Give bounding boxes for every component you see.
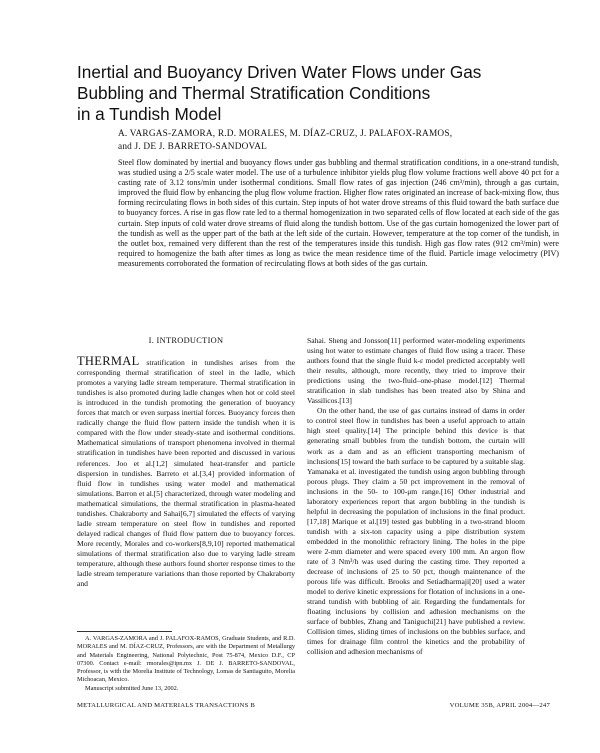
author-line: A. VARGAS-ZAMORA, R.D. MORALES, M. DÍAZ-CRUZ, J. PALAFOX-RAMOS, — [118, 129, 453, 139]
right-column — [307, 336, 525, 658]
title-line: Inertial and Buoyancy Driven Water Flows under Gas — [77, 62, 482, 82]
body-paragraph: Sahai. Sheng and Jonsson[11] performed water-modeling experiments using hot water to estimate changes of fluid flow using a tracer. These authors found that the single fluid k-ε model predicted acceptably well their results, although, more recently, they tried to improve their predictions using the two-fluid–one-phase model.[12] Thermal stratification in slab tundishes has been treated also by Shina and Vassilicos.[13] — [307, 336, 525, 406]
footnote-rule — [77, 631, 172, 632]
footnote-affiliations: A. VARGAS-ZAMORA and J. PALAFOX-RAMOS, Graduate Students, and R.D. MORALES and M. DÍAZ-CRUZ, Professors, are with the Department of Metallurgy and Materials Engineering, National Polytechnic, Post 75-874, Mexico D.F., CP 07300. Contact e-mail: rmorales@ipn.mx J. DE J. BARRETO-SANDOVAL, Professor, is with the Morelia Institute of Technology, Lomas de Santiaguito, Morelia Michoacan, Mexico. — [77, 635, 295, 684]
section-heading: I. INTRODUCTION — [148, 336, 224, 345]
intro-paragraph-text: stratification in tundishes arises from the corresponding thermal stratification of steel in the ladle, which promotes a varying ladle stream temperature. Thermal stratification in tundishes is also promoted during ladle changes when hot or cold steel is introduced in the tundish promoting the generation of buoyancy forces that match or even surpass inertial forces. Buoyancy forces then radically change the fluid flow pattern inside the tundish when it is compared with the flow under steady-state and isothermal conditions. Mathematical simulations of transport phenomena involved in thermal stratification in tundishes have been reported and discussed in various references. Joo et al.[1,2] simulated heat-transfer and particle dispersion in tundishes. Barreto et al.[3,4] provided information of fluid flow in tundishes using water model and mathematical simulations. Barron et al.[5] characterized, through water modeling and mathematical simulations, the thermal stratification in plasma-heated tundishes. Chakraborty and Sahai[6,7] simulated the effects of varying ladle stream temperature on steel flow in tundishes and reported delayed radical changes of fluid flow pattern due to buoyancy forces. More recently, Morales and co-workers[8,9,10] reported mathematical simulations of thermal stratification also due to varying ladle stream temperature, although these authors found shorter response times to the ladle stream temperature variations than those reported by Chakraborty and — [77, 358, 295, 589]
intro-paragraph — [77, 356, 295, 589]
author-line: and J. DE J. BARRETO-SANDOVAL — [118, 141, 268, 152]
footnote — [77, 635, 295, 693]
author-list — [118, 128, 558, 153]
footnote-submitted: Manuscript submitted June 13, 2002. — [85, 684, 179, 692]
drop-cap-word: THERMAL — [77, 354, 140, 369]
abstract: Steel flow dominated by inertial and buoyancy flows under gas bubbling and thermal stratification conditions, in a one-strand tundish, was studied using a 2/5 scale water model. The use of a turbulence inhibitor yields plug flow volume fractions well above 40 pct for a casting rate of 3.12 tons/min under isothermal conditions. Small flow rates of gas injection (246 cm³/min), through a gas curtain, improved the fluid flow by enhancing the plug flow volume fraction. Higher flow rates originated an increase of back-mixing flow, thus forming recirculating flows in both sides of this curtain. Step inputs of hot water drove streams of this fluid toward the bath surface due to buoyancy forces. A rise in gas flow rate led to a thermal homogenization in two separated cells of flow located at each side of the gas curtain. Step inputs of cold water drove streams of fluid along the tundish bottom. Use of the gas curtain homogenized the lower part of the tundish as well as the upper part of the bath at the left side of the curtain. However, temperature at the top corner of the tundish, in the outlet box, remained very different than the rest of the temperatures inside this tundish. High gas flow rates (912 cm³/min) were required to homogenize the bath after times as long as twice the mean residence time of the fluid. Particle image velocimetry (PIV) measurements corroborated the formation of recirculating flows at both sides of the gas curtain. — [118, 158, 559, 268]
journal-name-footer: METALLURGICAL AND MATERIALS TRANSACTIONS B — [77, 702, 256, 709]
title-line: Bubbling and Thermal Stratification Conditions — [77, 83, 431, 103]
title-line: in a Tundish Model — [77, 104, 222, 124]
left-column — [77, 336, 295, 589]
body-paragraph: On the other hand, the use of gas curtains instead of dams in order to control steel flow in tundishes has been a useful approach to attain high steel quality.[14] The principle behind this device is that generating small bubbles from the tundish bottom, the curtain will work as a dam and as an efficient transporting mechanism of inclusions[15] toward the bath surface to be captured by a suitable slag. Yamanaka et al. investigated the tundish using argon bubbling through porous plugs. They claim a 50 pct improvement in the removal of inclusions in the 50- to 100-μm range.[16] Other industrial and laboratory experiences report that argon bubbling in the tundish is helpful in decreasing the population of inclusions in the final product.[17,18] Marique et al.[19] tested gas bubbling in a two-strand bloom tundish with a six-ton capacity using a pipe distribution system embedded in the monolithic refractory lining. The holes in the pipe were 2-mm diameter and were spaced every 100 mm. An argon flow rate of 3 Nm³/h was used during the casting time. They reported a decrease of inclusions of 25 to 50 pct, though maintenance of the porous life was difficult. Brooks and Setiadharmaji[20] used a water model to derive kinetic expressions for flotation of inclusions in a one-strand tundish with bubbling of air. Regarding the fundamentals for floating inclusions by collision and adhesion mechanisms on the surface of bubbles, Zhang and Taniguchi[21] have published a review. Collision times, sliding times of inclusions on the bubbles surface, and times for drainage film control the kinetics and the probability of collision and adhesion mechanisms of — [307, 406, 525, 657]
volume-page-footer: VOLUME 35B, APRIL 2004—247 — [449, 702, 550, 709]
article-title — [77, 62, 537, 125]
